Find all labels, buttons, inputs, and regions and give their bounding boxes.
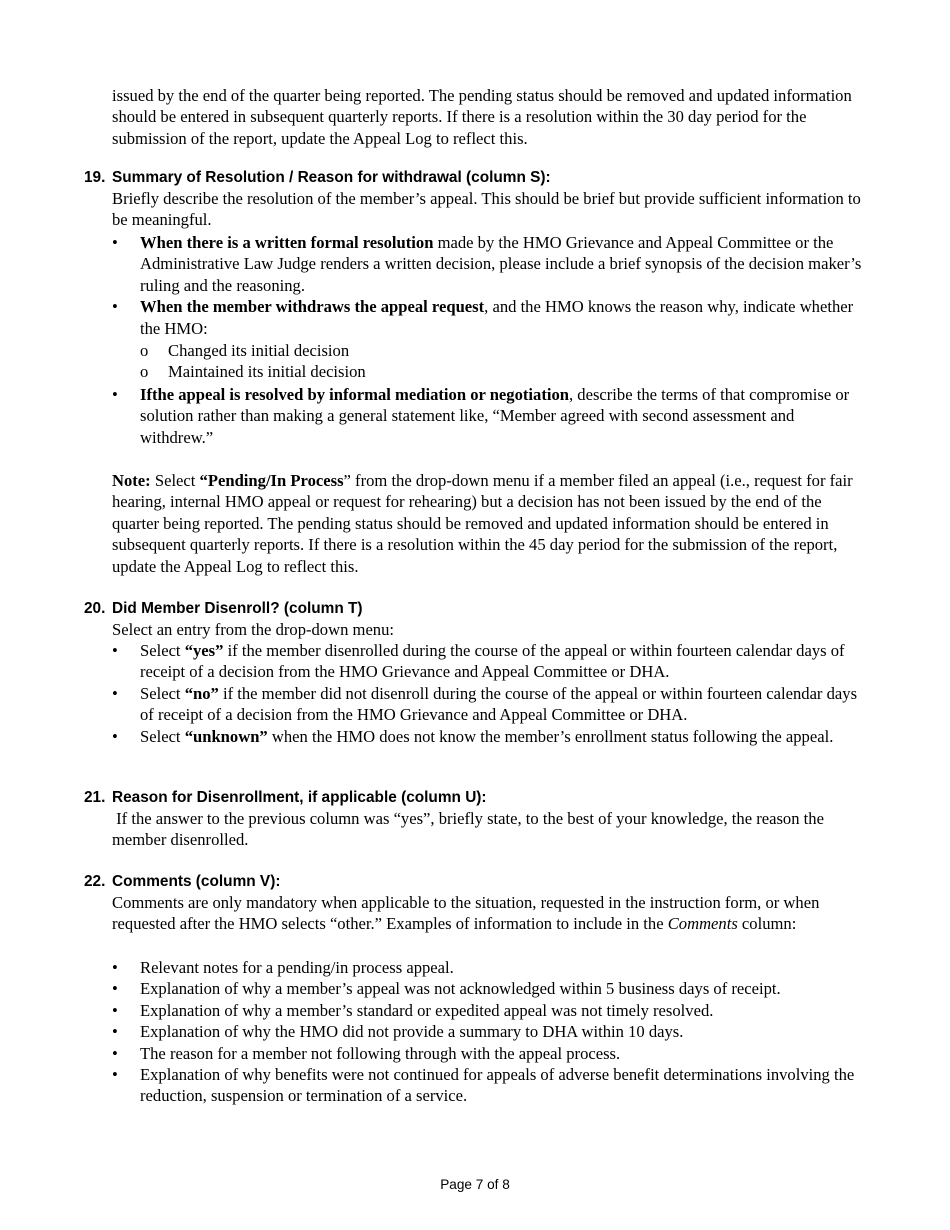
section-20-heading [84,599,363,619]
intro-paragraph: issued by the end of the quarter being reported. The pending status should be removed and updated information should be entered in subsequent quarterly reports. If there is a resolution within the 30 day period for the submission of the report, update the Appeal Log to reflect this. [112,86,852,148]
section-21-heading [84,788,487,808]
section-19-description: Briefly describe the resolution of the member’s appeal. This should be brief but provide sufficient information to be meaningful. [112,189,861,230]
bullet-icon: • [112,1022,118,1042]
description-text: column: [737,914,797,934]
bullet-text: Explanation of why benefits were not continued for appeals of adverse benefit determinations involving the reduction, suspension or termination of a service. [140,1065,855,1106]
bullet-icon: • [112,297,118,317]
bullet-text: The reason for a member not following through with the appeal process. [140,1043,621,1063]
bullet-text: , and the HMO knows the reason why, indicate whether the HMO: [140,297,854,338]
note-text: ” from the drop-down menu if a member filed an appeal (i.e., request for fair hearing, internal HMO appeal or request for rehearing) but a decision has not been issued by the end of the quarter being reported. The pending status should be removed and updated information should be entered in subsequent quarterly reports. If there is a resolution within the 45 day period for the submission of the report, update the Appeal Log to reflect this. [112,471,853,576]
bullet-icon: • [112,1065,118,1085]
section-20-description: Select an entry from the drop-down menu: [112,620,395,639]
list-item [112,1064,864,1107]
list-item [140,361,366,382]
bullet-icon: • [112,1000,118,1020]
list-item [112,296,864,339]
sub-bullet-text: Maintained its initial decision [168,362,366,382]
list-item [112,1043,864,1064]
list-item [112,232,864,296]
bullet-text: Relevant notes for a pending/in process appeal. [140,958,454,977]
bullet-text: when the HMO does not know the member’s enrollment status following the appeal. [267,726,834,746]
section-19-number: 19. [84,169,106,186]
bullet-bold-text: “no” [184,683,219,703]
note-bold-text: “Pending/In Process [199,471,344,490]
list-item [112,1021,864,1042]
section-22-number: 22. [84,873,106,890]
bullet-text: made by the HMO Grievance and Appeal Committee or the Administrative Law Judge renders a written decision, please include a brief synopsis of the decision maker’s ruling and the reasoning. [140,233,862,295]
section-19-note [112,470,864,577]
bullet-text: Select [140,683,185,703]
section-20-number: 20. [84,600,106,617]
bullet-text: , describe the terms of that compromise or solution rather than making a general statement like, “Member agreed with second assessment and withdrew.” [140,385,850,447]
section-19-heading [84,168,551,188]
sub-bullet-text: Changed its initial decision [168,341,350,360]
bullet-icon: • [112,1043,118,1063]
list-item [112,683,864,726]
list-item [112,1000,864,1021]
bullet-bold-text: Ifthe appeal is resolved by informal mediation or negotiation [140,385,569,404]
note-label: Note: [112,471,151,490]
bullet-bold-text: When the member withdraws the appeal request [140,297,485,317]
section-20-bullets [112,640,864,747]
page-number: Page 7 of 8 [440,1177,510,1192]
bullet-icon: • [112,385,118,404]
section-19-title: Summary of Resolution / Reason for withdrawal (column S): [112,169,551,186]
bullet-text: Explanation of why a member’s appeal was not acknowledged within 5 business days of receipt. [140,979,781,999]
list-item [112,640,864,683]
list-item [112,726,864,747]
bullet-icon: • [112,683,118,703]
bullet-icon: • [112,726,118,746]
section-22-description [112,892,864,935]
bullet-icon: • [112,233,118,252]
section-21-number: 21. [84,789,106,806]
bullet-text: Select [140,641,185,660]
description-italic-text: Comments [667,914,738,934]
description-text: Comments are only mandatory when applicable to the situation, requested in the instruction form, or when requested after the HMO selects “other.” Examples of information to include in the [112,893,820,934]
list-item [112,978,864,999]
note-text: Select [150,471,200,490]
section-19-sub-bullets [140,340,366,383]
bullet-bold-text: “unknown” [184,726,268,746]
circle-bullet-icon: o [140,341,149,360]
section-19-bullets [112,232,864,339]
bullet-bold-text: When there is a written formal resolution [140,233,434,252]
bullet-icon: • [112,958,118,977]
bullet-text: Explanation of why a member’s standard or expedited appeal was not timely resolved. [140,1000,714,1020]
section-22-bullets [112,957,864,1107]
circle-bullet-icon: o [140,362,149,382]
section-21-title: Reason for Disenrollment, if applicable (column U): [112,789,487,806]
bullet-text: Select [140,726,185,746]
section-22-heading [84,872,280,892]
bullet-text: if the member disenrolled during the course of the appeal or within fourteen calendar days of receipt of a decision from the HMO Grievance and Appeal Committee or DHA. [140,641,845,682]
section-22-title: Comments (column V): [112,873,281,890]
bullet-bold-text: “yes” [184,641,224,660]
section-21-description: If the answer to the previous column was “yes”, briefly state, to the best of your knowledge, the reason the member disenrolled. [112,809,829,850]
section-19-bullets-2 [112,384,864,448]
bullet-icon: • [112,979,118,999]
bullet-icon: • [112,641,118,660]
list-item [112,957,864,978]
bullet-text: if the member did not disenroll during the course of the appeal or within fourteen calendar days of receipt of a decision from the HMO Grievance and Appeal Committee or DHA. [140,683,858,725]
list-item [112,384,864,448]
list-item [140,340,366,361]
bullet-text: Explanation of why the HMO did not provide a summary to DHA within 10 days. [140,1022,684,1042]
section-20-title: Did Member Disenroll? (column T) [112,600,363,617]
